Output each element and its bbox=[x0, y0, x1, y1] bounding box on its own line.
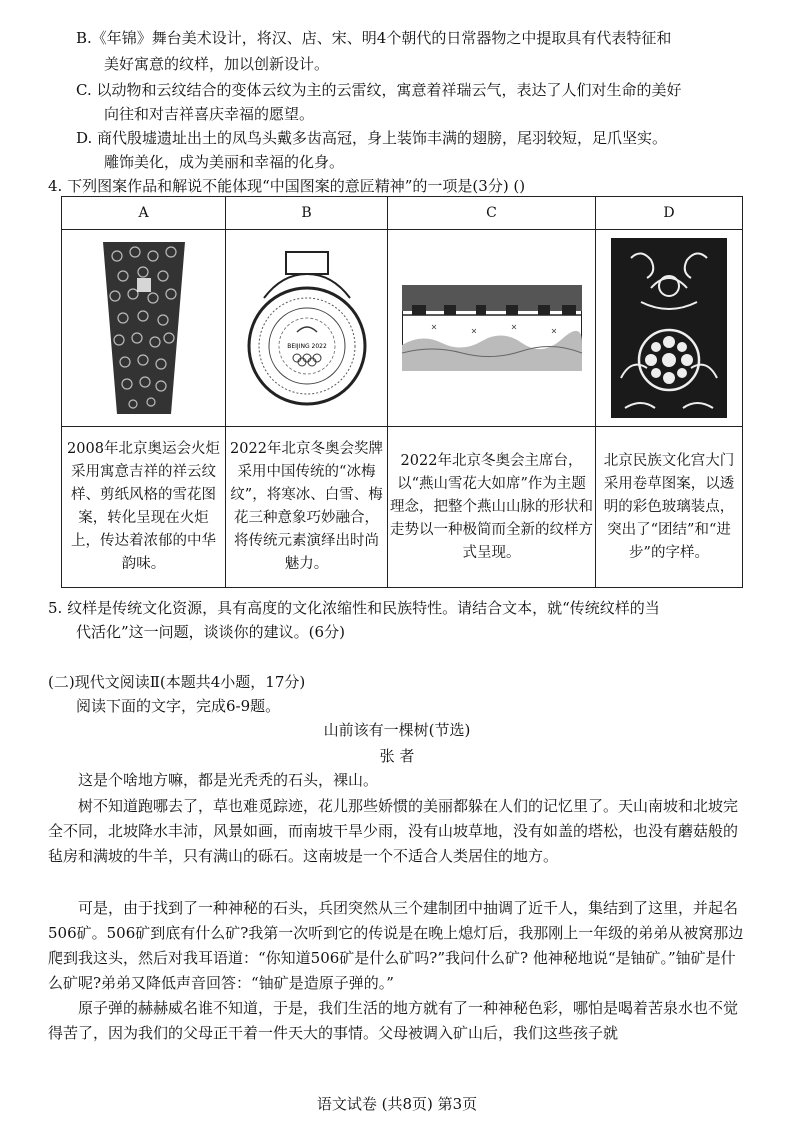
question-4-stem: 4. 下列图案作品和解说不能体现“中国图案的意匠精神”的一项是(3分) () bbox=[48, 177, 526, 195]
option-b-line1: B.《年锦》舞台美术设计，将汉、店、宋、明4个朝代的日常器物之中提取具有代表特征和 bbox=[76, 29, 672, 47]
option-d-line1: D. 商代殷墟遗址出土的凤鸟头戴多齿高冠，身上装饰丰满的翅膀，尾羽较短，足爪坚实。 bbox=[76, 129, 668, 147]
section-instruction: 阅读下面的文字，完成6-9题。 bbox=[76, 697, 281, 715]
header-b: B bbox=[226, 197, 388, 230]
medal-image bbox=[242, 248, 372, 408]
passage-author: 张 者 bbox=[379, 747, 415, 765]
cell-image-c bbox=[388, 230, 596, 427]
option-c-line1: C. 以动物和云纹结合的变体云纹为主的云雷纹，寓意着祥瑞云气，表达了人们对生命的美好 bbox=[76, 81, 682, 99]
header-d: D bbox=[596, 197, 743, 230]
question-5-line2: 代活化”这一问题，谈谈你的建议。(6分) bbox=[76, 623, 345, 641]
section-heading: (二)现代文阅读Ⅱ(本题共4小题，17分) bbox=[48, 673, 306, 691]
header-c: C bbox=[388, 197, 596, 230]
paragraph-1: 这是个啥地方嘛，都是光秃秃的石头，裸山。 bbox=[78, 771, 379, 789]
desc-d: 北京民族文化宫大门采用卷草图案，以透明的彩色玻璃装点，突出了“团结”和“进步”的字样。 bbox=[596, 427, 743, 588]
header-a: A bbox=[62, 197, 226, 230]
option-c-line2: 向往和对吉祥喜庆幸福的愿望。 bbox=[104, 105, 315, 123]
desc-c: 2022年北京冬奥会主席台，以“燕山雪花大如席”作为主题理念，把整个燕山山脉的形状和走势以一种极简而全新的纹样方式呈现。 bbox=[388, 427, 596, 588]
page-footer: 语文试卷 (共8页) 第3页 bbox=[316, 1095, 478, 1113]
question-5-line1: 5. 纹样是传统文化资源，具有高度的文化浓缩性和民族特性。请结合文本，就“传统纹样的当 bbox=[48, 599, 660, 617]
option-d-line2: 雕饰美化，成为美丽和幸福的化身。 bbox=[104, 153, 345, 171]
passage-title: 山前该有一棵树(节选) bbox=[323, 721, 471, 739]
stage-image bbox=[402, 285, 582, 371]
paragraph-4: 原子弹的赫赫威名谁不知道，于是，我们生活的地方就有了一种神秘色彩，哪怕是喝着苦泉水也不觉得苦了，因为我们的父母正干着一件天大的事情。父母被调入矿山后，我们这些孩子就 bbox=[48, 999, 739, 1042]
cell-image-d bbox=[596, 230, 743, 427]
option-b-line2: 美好寓意的纹样，加以创新设计。 bbox=[104, 55, 330, 73]
desc-b: 2022年北京冬奥会奖牌采用中国传统的“冰梅纹”，将寒冰、白雪、梅花三种意象巧妙融合，将传统元素演绎出时尚魅力。 bbox=[226, 427, 388, 588]
desc-a: 2008年北京奥运会火炬采用寓意吉祥的祥云纹样、剪纸风格的雪花图案，转化呈现在火炬上，传达着浓郁的中华韵味。 bbox=[62, 427, 226, 588]
cell-image-a bbox=[62, 230, 226, 427]
cell-image-b bbox=[226, 230, 388, 427]
gate-image bbox=[611, 238, 727, 418]
question-4-table bbox=[61, 196, 743, 588]
medal-text: BEIJING 2022 bbox=[286, 343, 327, 350]
paragraph-3: 可是，由于找到了一种神秘的石头，兵团突然从三个建制团中抽调了近千人，集结到了这里，并起名506矿。506矿到底有什么矿?我第一次听到它的传说是在晚上熄灯后，我那刚上一年级的弟弟从被窝那边爬到我这头，然后对我耳语道：“你知道506矿是什么矿吗?”我问什么矿? 他神秘地说“是铀矿。”铀矿是什么矿呢?弟弟又降低声音回答：“铀矿是造原子弹的。” bbox=[48, 899, 744, 992]
paragraph-2: 树不知道跑哪去了，草也难觅踪迹，花儿那些娇惯的美丽都躲在人们的记忆里了。天山南坡和北坡完全不同，北坡降水丰沛，风景如画，而南坡干旱少雨，没有山坡草地，没有如盖的塔松，也没有蘑菇般的毡房和满坡的牛羊，只有满山的砾石。这南坡是一个不适合人类居住的地方。 bbox=[48, 797, 739, 865]
torch-image bbox=[101, 238, 187, 418]
